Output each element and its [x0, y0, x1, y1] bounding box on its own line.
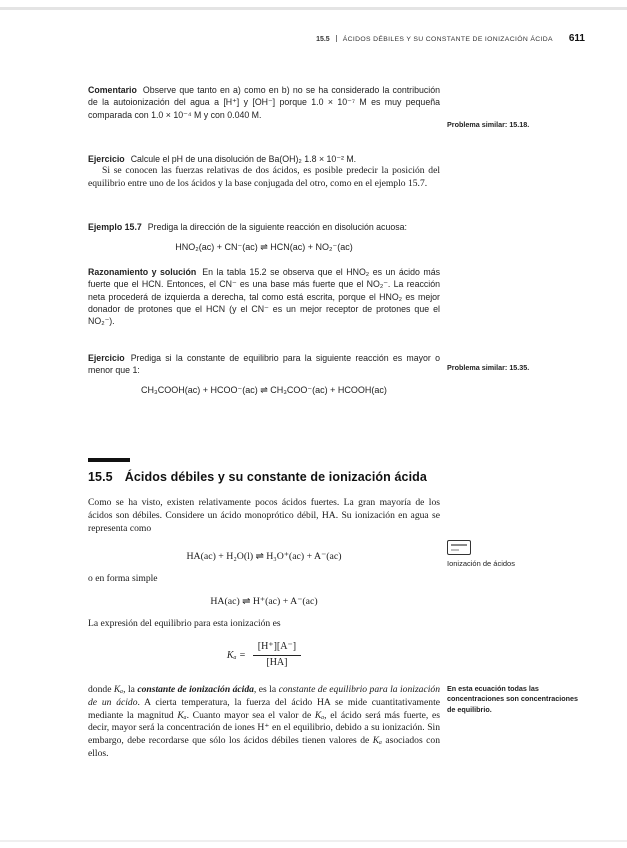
- ka-numerator: [H⁺][A⁻]: [253, 641, 301, 656]
- section-title: Ácidos débiles y su constante de ionización ácida: [124, 470, 427, 485]
- example-15-7-label: Ejemplo 15.7: [88, 221, 142, 232]
- text-segment: . Cuanto mayor sea el valor de: [186, 709, 315, 721]
- example-15-7-intro: [88, 221, 440, 233]
- running-head-section-number: 15.5: [316, 36, 330, 43]
- exercise-2-equation: CH₃COOH(ac) + HCOO⁻(ac) ⇌ CH₃COO⁻(ac) + HCOOH(ac): [141, 385, 387, 396]
- exercise-1-label: Ejercicio: [88, 153, 125, 164]
- reasoning-text: En la tabla 15.2 se observa que el HNO₂ es un ácido más fuerte que el HCN. Entonces, el CN⁻ es una base más fuerte que el NO₂⁻. La reacción neta procederá de izquierda a derecha, tal como está escrita, porque el HNO₂ es mejor donador de protones que el HCN (y el CN⁻ es un mejor receptor de protones que el NO₂⁻).: [88, 267, 440, 327]
- margin-note-similar-problem-1: Problema similar: 15.18.: [447, 120, 530, 129]
- text-segment: , el ácido será más fuerte, es decir, mayor será la concentración de iones H⁺ en el equilibrio, debido a su ionización. Sin embargo, debe recordarse que sólo los ácidos débiles tienen valores de: [88, 709, 440, 746]
- exercise-1-text: Calcule el pH de una disolución de Ba(OH)₂ 1.8 × 10⁻² M.: [130, 153, 357, 164]
- text-segment: donde: [88, 684, 114, 695]
- exercise-2-paragraph: [88, 352, 440, 377]
- running-head-title: ÁCIDOS DÉBILES Y SU CONSTANTE DE IONIZACIÓN ÁCIDA: [342, 36, 553, 43]
- example-15-7-intro-text: Prediga la dirección de la siguiente reacción en disolución acuosa:: [147, 221, 407, 232]
- reasoning-label: Razonamiento y solución: [88, 267, 197, 278]
- section-heading: [88, 470, 440, 484]
- ka-term: Kₐ: [314, 709, 325, 721]
- reasoning-paragraph: [88, 266, 440, 328]
- comment-paragraph: [88, 84, 440, 121]
- section-paragraph-2: o en forma simple: [88, 572, 158, 584]
- ionization-equation-full: HA(ac) + H₂O(l) ⇌ H₃O⁺(ac) + A⁻(ac): [186, 550, 342, 562]
- section-number: 15.5: [88, 470, 113, 485]
- exercise-2-label: Ejercicio: [88, 352, 125, 363]
- margin-equation-note: En esta ecuación todas las concentraciones son concentraciones de equilibrio.: [447, 684, 579, 714]
- margin-media-note: [447, 540, 583, 569]
- comment-text: Observe que tanto en a) como en b) no se ha considerado la contribución de la autoionización del agua a [H⁺] y [OH⁻] porque 1.0 × 10⁻⁷ M es muy pequeña comparada con 1.0 × 10⁻⁴ M y con 0.040 M.: [88, 85, 440, 120]
- ka-term: Kₐ: [372, 735, 382, 746]
- running-head-separator: [336, 35, 337, 42]
- ka-symbol: Kₐ =: [226, 649, 246, 661]
- exercise-1-paragraph: [88, 153, 440, 165]
- page-number: 611: [568, 33, 585, 44]
- intro-paragraph: Si se conocen las fuerzas relativas de dos ácidos, es posible predecir la posición del equilibrio entre uno de los ácidos y la base conjugada del otro, como en el ejemplo 15.7.: [88, 165, 440, 189]
- main-text-column: [88, 84, 440, 761]
- section-divider-bar: [88, 458, 130, 462]
- ka-term: Kₐ: [177, 709, 187, 721]
- definition-phrase: constante de equilibrio para la ionización de un ácido: [88, 684, 440, 708]
- page-edge-shadow-top: [0, 7, 627, 10]
- interactivity-icon: [447, 540, 471, 555]
- key-term: constante de ionización ácida: [137, 684, 254, 695]
- comment-label: Comentario: [88, 85, 137, 95]
- text-segment: . A cierta temperatura, la fuerza del ácido HA se mide cuantitativamente mediante la magnitud: [88, 696, 440, 721]
- ka-fraction: [253, 641, 301, 669]
- section-paragraph-1: Como se ha visto, existen relativamente pocos ácidos fuertes. La gran mayoría de los ácidos son débiles. Considere un ácido monoprótico débil, HA. Su ionización en agua se representa como: [88, 497, 440, 534]
- media-label: Ionización de ácidos: [447, 559, 515, 568]
- margin-note-similar-problem-2: Problema similar: 15.35.: [447, 363, 530, 372]
- page-edge-shadow-bottom: [0, 840, 627, 842]
- ka-denominator: [HA]: [266, 656, 288, 668]
- ionization-equation-simple: HA(ac) ⇌ H⁺(ac) + A⁻(ac): [210, 596, 318, 608]
- ka-term: Kₐ: [113, 684, 124, 695]
- text-segment: , es la: [253, 684, 279, 695]
- running-head: [88, 33, 585, 44]
- text-segment: asociados con ellos.: [88, 735, 440, 759]
- example-reaction-equation: HNO₂(ac) + CN⁻(ac) ⇌ HCN(ac) + NO₂⁻(ac): [175, 242, 353, 253]
- section-paragraph-3: La expresión del equilibrio para esta ionización es: [88, 618, 281, 630]
- text-segment: , la: [123, 684, 138, 695]
- closing-paragraph: [88, 684, 440, 761]
- exercise-2-text: Prediga si la constante de equilibrio para la siguiente reacción es mayor o menor que 1:: [88, 352, 440, 375]
- ka-expression: [88, 641, 440, 669]
